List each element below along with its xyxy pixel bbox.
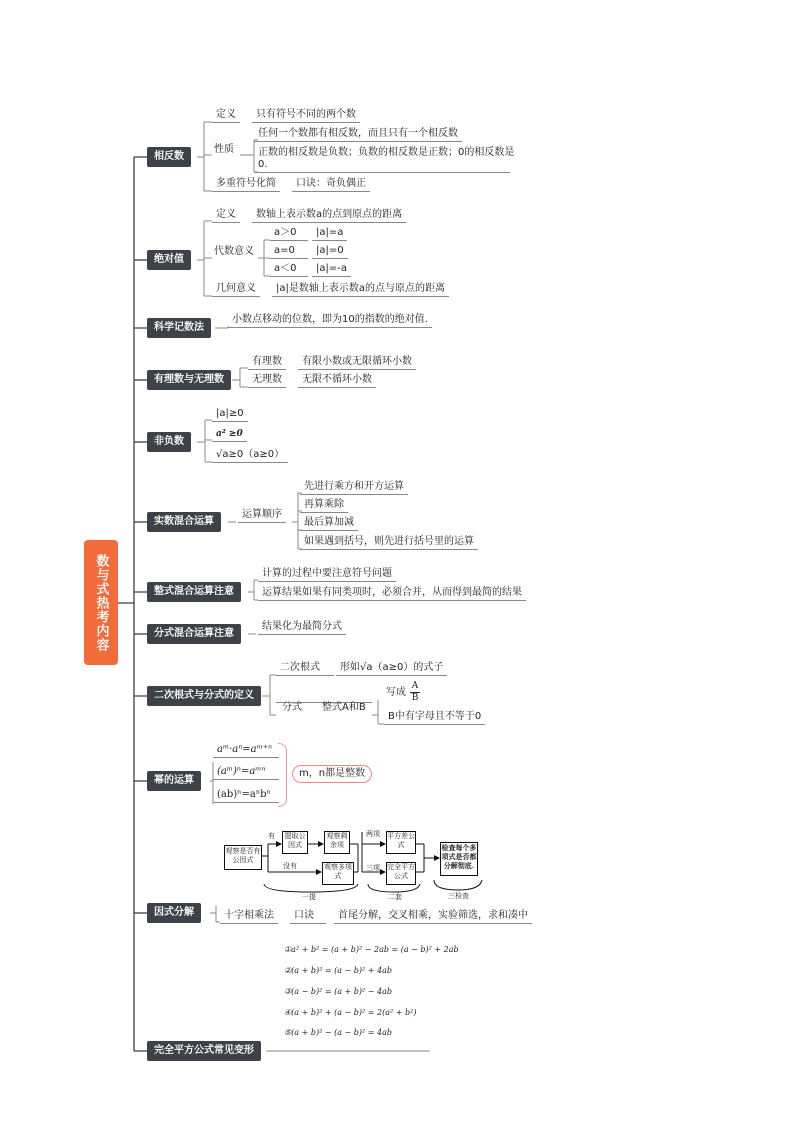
topic-kexue[interactable]: 科学记数法	[147, 318, 211, 338]
kx-text: 小数点移动的位数，即为10的指数的绝对值.	[228, 314, 432, 328]
jd-r2: |a|=0	[312, 245, 348, 259]
wq-f4: ④(a + b)² + (a − b)² = 2(a² + b²)	[284, 1008, 417, 1017]
xfs-prop-2a: 正数的相反数是负数；负数的相反数是正数；0的相反数是	[258, 147, 515, 158]
jd-c1: a＞0	[270, 227, 308, 241]
mi-f1: aᵐ·aⁿ=aᵐ⁺ⁿ	[213, 744, 279, 758]
xfs-def-text: 只有符号不同的两个数	[252, 109, 360, 123]
mi-bracket	[278, 743, 287, 807]
jd-def-text: 数轴上表示数a的点到原点的距离	[252, 209, 406, 223]
yf-cross: 十字相乘法	[220, 910, 278, 924]
zs-a: 计算的过程中要注意符号问题	[258, 568, 396, 582]
topic-shishu[interactable]: 实数混合运算	[147, 512, 221, 532]
wq-f1: ①a² + b² = (a + b)² − 2ab = (a − b)² + 2ab	[284, 945, 459, 954]
ec-denominator: B	[411, 693, 419, 703]
ss-s1: 先进行乘方和开方运算	[300, 481, 408, 495]
mi-f2: (aᵐ)ⁿ=aᵐⁿ	[213, 766, 279, 780]
topic-feifu[interactable]: 非负数	[147, 432, 191, 452]
ss-s2: 再算乘除	[300, 499, 348, 513]
ec-label: 二次根式	[276, 662, 334, 676]
ec-numerator: A	[411, 681, 419, 691]
ec-fs-label: 分式	[282, 702, 302, 713]
yf-sanxiang: 三项	[366, 864, 380, 872]
jd-geo-label: 几何意义	[212, 283, 260, 297]
topic-fenshi[interactable]: 分式混合运算注意	[147, 624, 241, 644]
yf-step2: 二套	[388, 893, 402, 901]
topic-erci[interactable]: 二次根式与分式的定义	[147, 686, 261, 706]
yf-wanquan-box: 完全平方公式	[386, 862, 416, 885]
xfs-prop-label: 性质	[214, 144, 234, 155]
topic-youli[interactable]: 有理数与无理数	[147, 370, 231, 390]
yf-koujue: 口诀	[290, 910, 326, 924]
yf-duoxiang-box: 观察多项式	[322, 862, 354, 885]
ec-fraction	[410, 682, 420, 703]
yf-koujue-text: 首尾分解，交叉相乘，实验筛选，求和凑中	[334, 910, 532, 924]
yf-tiqu-box: 提取公因式	[282, 831, 308, 854]
fs-a: 结果化为最简分式	[258, 621, 346, 635]
jd-c2: a=0	[270, 245, 308, 259]
wq-f2: ②(a + b)² = (a − b)² + 4ab	[284, 966, 392, 975]
ss-s4: 如果遇到括号，则先进行括号里的运算	[300, 536, 478, 550]
mi-f3: (ab)ⁿ=aⁿbⁿ	[213, 789, 279, 803]
ec-text: 形如√a（a≥0）的式子	[336, 662, 447, 676]
yf-step3: 三检查	[448, 892, 469, 900]
topic-wanquan[interactable]: 完全平方公式常见变形	[147, 1041, 261, 1061]
yl-i-text: 无限不循环小数	[298, 374, 376, 388]
zs-b: 运算结果如果有同类项时，必须合并，从而得到最简的结果	[258, 587, 526, 601]
wq-f3: ③(a − b)² = (a + b)² − 4ab	[284, 987, 392, 996]
topic-zhengshi[interactable]: 整式混合运算注意	[147, 582, 241, 602]
yl-i-label: 无理数	[248, 374, 286, 388]
topic-xiangfanshu[interactable]: 相反数	[147, 147, 191, 167]
yf-shengyu-box: 观察剩余项	[324, 831, 350, 854]
jd-alg-label: 代数意义	[214, 246, 254, 257]
ff-a: |a|≥0	[212, 408, 248, 422]
jd-geo-text: |a|是数轴上表示数a的点与原点的距离	[272, 283, 449, 297]
yf-step1: 一提	[302, 893, 316, 901]
yf-liangxiang: 两项	[366, 830, 380, 838]
yl-r-label: 有理数	[248, 356, 286, 370]
ec-write: 写成	[386, 687, 406, 698]
xfs-prop-2b: 0.	[254, 159, 510, 173]
topic-yinshi[interactable]: 因式分解	[147, 903, 201, 923]
ss-label: 运算顺序	[238, 509, 286, 523]
mi-note: m，n都是整数	[292, 765, 372, 783]
jd-c3: a＜0	[270, 263, 308, 277]
ss-s3: 最后算加减	[300, 517, 358, 531]
yf-meiyou: 没有	[283, 862, 297, 870]
yf-you: 有	[268, 832, 275, 840]
topic-mi[interactable]: 幂的运算	[147, 771, 201, 791]
ff-c: √a≥0（a≥0）	[212, 449, 288, 463]
ec-fs-text: 整式A和B	[322, 702, 366, 713]
topic-juedui[interactable]: 绝对值	[147, 250, 191, 270]
xfs-prop-1: 任何一个数都有相反数，而且只有一个相反数	[254, 128, 462, 142]
yf-start-box: 观察是否有公因式	[224, 845, 262, 870]
xfs-def-label: 定义	[212, 109, 240, 123]
xfs-multi-label: 多重符号化简	[212, 178, 280, 192]
wq-f5: ⑤(a + b)² − (a − b)² = 4ab	[284, 1028, 392, 1037]
xfs-multi-text: 口诀：奇负偶正	[292, 178, 370, 192]
jd-r1: |a|=a	[312, 227, 347, 241]
ff-b: a² ≥0	[212, 428, 247, 442]
yf-jiancha-box: 检查每个多项式是否都分解彻底.	[440, 842, 478, 876]
jd-r3: |a|=-a	[312, 263, 351, 277]
jd-def-label: 定义	[212, 209, 240, 223]
yf-pingfangcha-box: 平方差公式	[386, 831, 416, 854]
yl-r-text: 有限小数或无限循环小数	[298, 356, 416, 370]
ec-cond: B中有字母且不等于0	[384, 711, 485, 725]
root-node[interactable]: 数与式热考内容	[84, 540, 118, 665]
